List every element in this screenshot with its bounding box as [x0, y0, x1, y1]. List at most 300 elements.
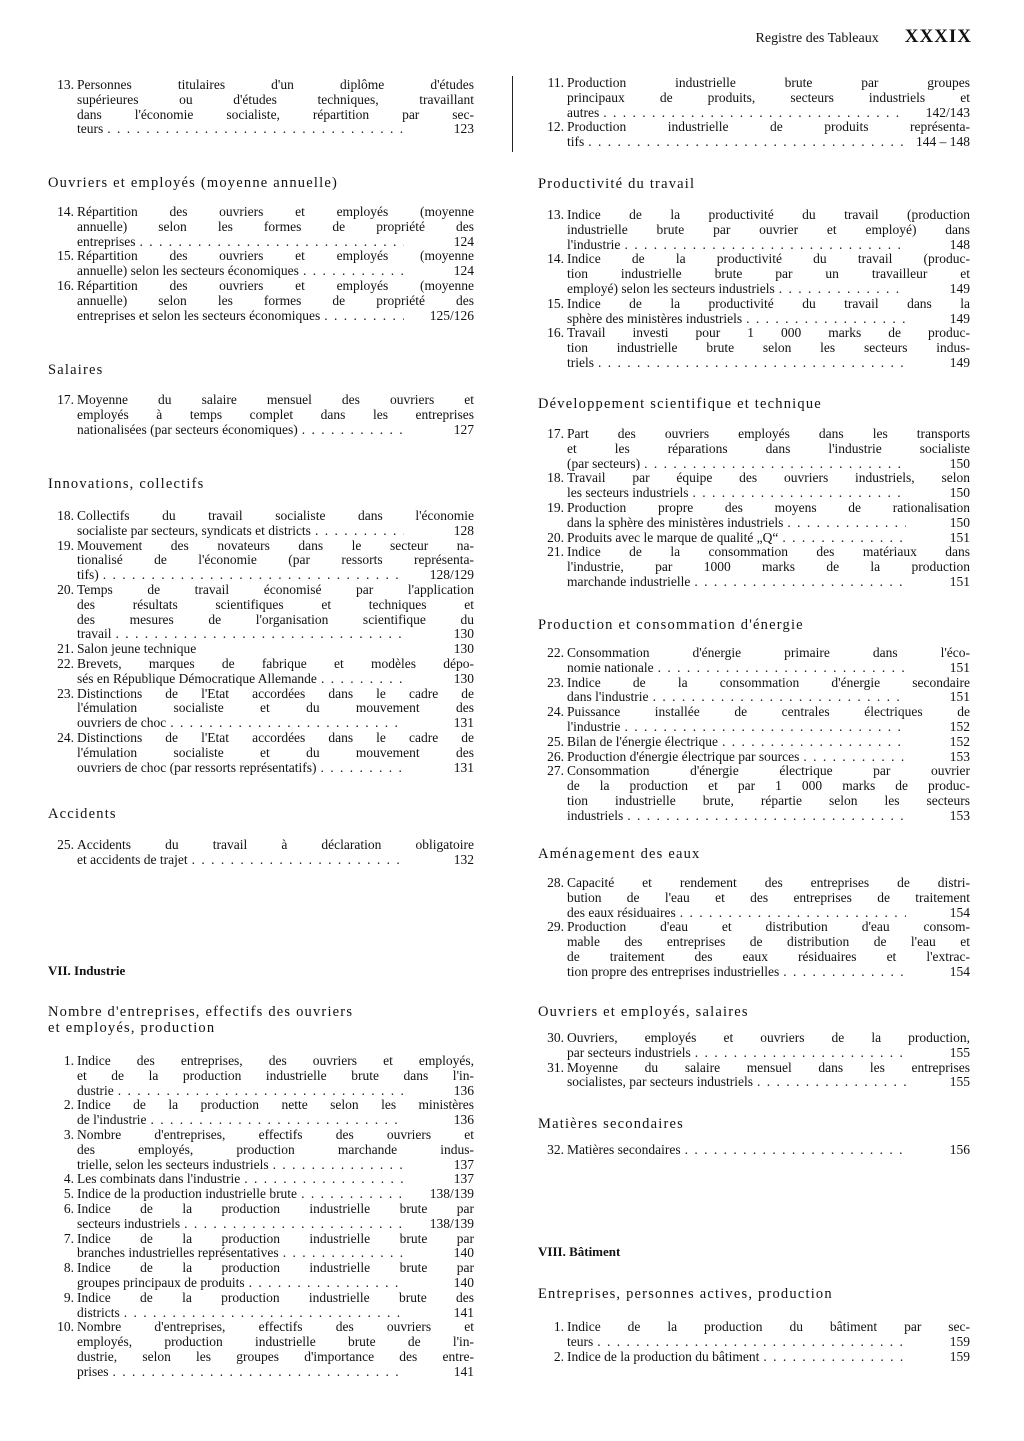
entry-number: 3. — [63, 1126, 74, 1142]
leader-dots — [114, 1084, 404, 1099]
entry-page: 153 — [949, 748, 970, 764]
entry-page: 142/143 — [925, 104, 970, 120]
entry-text — [567, 120, 970, 150]
entry-line: Travail par équipe des ouvriers industriels, selon — [567, 470, 970, 486]
entry-page: 130 — [453, 670, 474, 686]
leader-dots — [718, 735, 906, 750]
entry-number: 21. — [57, 641, 74, 657]
entry-line: employé) selon les secteurs industriels — [567, 280, 775, 296]
entry-number: 13. — [57, 77, 74, 92]
entry-line: industriels — [567, 807, 624, 823]
entry-number: 22. — [547, 645, 564, 660]
entry-line: Salon jeune technique — [77, 641, 197, 657]
entry-list — [538, 76, 970, 150]
page-number: XXXIX — [904, 26, 972, 47]
entry-last-line — [77, 853, 474, 868]
entry-line: sés en République Démocratique Allemande — [77, 670, 317, 686]
entry-text — [77, 1187, 474, 1202]
entry-line: Consommation d'énergie primaire dans l'éco- — [567, 645, 970, 660]
entry-line: tifs) — [77, 567, 99, 583]
entry-line: Indice de la production du bâtiment — [567, 1348, 760, 1364]
entry-line: de la production et par 1 000 marks de produc- — [567, 778, 970, 794]
toc-entry — [48, 1128, 474, 1172]
entry-text — [77, 393, 474, 437]
section-title: Productivité du travail — [538, 176, 696, 192]
entry-text — [77, 1320, 474, 1379]
entry-line: et les réparations dans l'industrie socialiste — [567, 440, 970, 456]
entry-text — [77, 249, 474, 279]
toc-entry — [538, 876, 970, 920]
entry-text — [77, 583, 474, 642]
leader-dots — [640, 457, 906, 472]
entry-line: Production propre des moyens de rationalisation — [567, 499, 970, 515]
entry-number: 8. — [63, 1260, 74, 1276]
leader-dots — [188, 853, 404, 868]
entry-line: Indice de la productivité du travail (production — [567, 207, 970, 222]
entry-line: annuelle) selon les secteurs économiques — [77, 263, 299, 279]
entry-number: 18. — [547, 470, 564, 486]
entry-last-line — [77, 1276, 474, 1291]
entry-line: Production d'eau et distribution d'eau consom- — [567, 919, 970, 935]
entry-number: 24. — [57, 729, 74, 745]
entry-line: entreprises — [77, 233, 136, 249]
entry-line: employés, production industrielle brute de l'in- — [77, 1334, 474, 1350]
entry-number: 21. — [547, 544, 564, 560]
toc-block — [48, 1004, 474, 1380]
entry-page: 137 — [453, 1171, 474, 1187]
entry-number: 18. — [57, 508, 74, 523]
entry-page: 138/139 — [429, 1215, 474, 1231]
entry-last-line — [77, 524, 474, 539]
entry-last-line — [567, 106, 970, 121]
entry-number: 17. — [547, 426, 564, 441]
entry-line: prises — [77, 1363, 109, 1379]
toc-entry — [48, 279, 474, 323]
leader-dots — [799, 750, 906, 765]
entry-line: Production industrielle brute par groupes — [567, 75, 970, 90]
entry-last-line — [567, 1046, 970, 1061]
entry-line: mable des entreprises de distribution de l'eau et — [567, 934, 970, 950]
entry-line: Indice de la production nette selon les ministères — [77, 1097, 474, 1113]
toc-entry — [48, 393, 474, 437]
toc-entry — [538, 646, 970, 676]
entry-text — [77, 687, 474, 731]
entry-text — [77, 1172, 474, 1187]
entry-text — [77, 78, 474, 137]
entry-page: 151 — [949, 689, 970, 705]
leader-dots — [759, 1350, 906, 1365]
entry-line: dans l'industrie — [567, 689, 649, 705]
toc-entry — [48, 205, 474, 249]
toc-block — [538, 1286, 970, 1364]
leader-dots — [103, 122, 404, 137]
entry-page: 151 — [949, 573, 970, 589]
entry-number: 16. — [57, 277, 74, 293]
toc-block — [48, 362, 474, 437]
entry-text — [567, 471, 970, 501]
entry-text — [567, 326, 970, 370]
entry-last-line — [567, 690, 970, 705]
leader-dots — [245, 1276, 404, 1291]
entry-page: 130 — [453, 641, 474, 657]
entry-line: Indice de la production industrielle brute des — [77, 1289, 474, 1305]
entry-last-line — [567, 661, 970, 676]
entry-number: 28. — [547, 875, 564, 890]
entry-text — [77, 1054, 474, 1098]
toc-entry — [538, 705, 970, 735]
leader-dots — [676, 906, 906, 921]
toc-entry — [48, 838, 474, 868]
entry-text — [567, 1320, 970, 1350]
page-header — [500, 26, 972, 48]
entry-number: 1. — [553, 1319, 564, 1334]
entry-page: 136 — [453, 1082, 474, 1098]
toc-entry — [538, 764, 970, 823]
toc-entry — [48, 1098, 474, 1128]
entry-line: Les combinats dans l'industrie — [77, 1171, 241, 1187]
toc-entry — [538, 1143, 970, 1158]
leader-dots — [279, 1246, 404, 1261]
entry-text — [77, 1202, 474, 1232]
entry-line: tion industrielle brute par un travailleur et — [567, 266, 970, 282]
entry-number: 15. — [57, 248, 74, 264]
entry-text — [567, 297, 970, 327]
entry-text — [567, 208, 970, 252]
entry-text — [567, 1061, 970, 1091]
leader-dots — [681, 1143, 906, 1158]
entry-number: 31. — [547, 1059, 564, 1075]
toc-entry — [48, 539, 474, 583]
toc-entry — [48, 1172, 474, 1187]
entry-text — [77, 279, 474, 323]
entry-line: Matières secondaires — [567, 1142, 681, 1157]
entry-line: Répartition des ouvriers et employés (moyenne — [77, 277, 474, 293]
toc-block — [538, 1116, 970, 1158]
entry-line: (par secteurs) — [567, 455, 641, 471]
entry-text — [567, 76, 970, 120]
leader-dots — [99, 568, 404, 583]
entry-line: Indice de la production industrielle brute par — [77, 1260, 474, 1276]
leader-dots — [783, 516, 906, 531]
entry-number: 19. — [547, 499, 564, 515]
entry-line: tion propre des entreprises industrielles — [567, 963, 780, 979]
section-title: Développement scientifique et technique — [538, 396, 822, 412]
entry-number: 6. — [63, 1200, 74, 1216]
entry-number: 22. — [57, 655, 74, 671]
entry-line: entreprises et selon les secteurs économiques — [77, 307, 321, 323]
entry-line: socialiste par secteurs, syndicats et districts — [77, 522, 311, 538]
entry-number: 32. — [547, 1142, 564, 1157]
entry-line: Brevets, marques de fabrique et modèles dépo- — [77, 655, 474, 671]
leader-dots — [320, 309, 404, 324]
leader-dots — [317, 761, 404, 776]
entry-line: Travail investi pour 1 000 marks de produc- — [567, 325, 970, 341]
entry-list — [48, 205, 474, 323]
toc-entry — [538, 120, 970, 150]
entry-number: 20. — [57, 581, 74, 597]
entry-text — [567, 252, 970, 296]
entry-page: 131 — [453, 759, 474, 775]
entry-line: autres — [567, 104, 600, 120]
entry-last-line — [567, 809, 970, 824]
entry-page: 149 — [949, 354, 970, 370]
entry-line: Temps de travail économisé par l'application — [77, 581, 474, 597]
leader-dots — [690, 575, 906, 590]
column-divider — [512, 76, 513, 152]
entry-text — [77, 642, 474, 657]
entry-number: 13. — [547, 207, 564, 222]
entry-number: 7. — [63, 1230, 74, 1246]
entry-line: Collectifs du travail socialiste dans l'économie — [77, 508, 474, 523]
entry-last-line — [567, 312, 970, 327]
toc-entry — [538, 735, 970, 750]
toc-entry — [48, 583, 474, 642]
toc-entry — [48, 1261, 474, 1291]
entry-number: 30. — [547, 1030, 564, 1045]
entry-page: 144 – 148 — [916, 134, 970, 150]
entry-line: des eaux résiduaires — [567, 904, 676, 920]
entry-line: bution de l'eau et des entreprises de traitement — [567, 889, 970, 905]
entry-last-line — [567, 575, 970, 590]
entry-number: 11. — [547, 75, 564, 90]
entry-number: 14. — [57, 204, 74, 219]
entry-last-line — [77, 1365, 474, 1380]
entry-text — [567, 427, 970, 471]
entry-number: 2. — [553, 1348, 564, 1364]
entry-line: marchande industrielle — [567, 573, 691, 589]
entry-line: socialistes, par secteurs industriels — [567, 1074, 753, 1090]
leader-dots — [584, 135, 906, 150]
entry-last-line — [567, 735, 970, 750]
entry-line: des mesures de l'organisation scientifique du — [77, 611, 474, 627]
toc-entry — [538, 676, 970, 706]
entry-line: l'émulation socialiste et du mouvement des — [77, 700, 474, 716]
toc-entry — [538, 750, 970, 765]
entry-line: Personnes titulaires d'un diplôme d'études — [77, 77, 474, 92]
entry-last-line — [567, 486, 970, 501]
toc-block — [48, 806, 474, 868]
leader-dots — [775, 282, 906, 297]
entry-line: Moyenne du salaire mensuel des ouvriers et — [77, 392, 474, 407]
entry-list — [48, 838, 474, 868]
entry-page: 159 — [949, 1348, 970, 1364]
leader-dots — [688, 486, 906, 501]
leader-dots — [742, 312, 906, 327]
section-title: Aménagement des eaux — [538, 846, 701, 862]
entry-list — [538, 1143, 970, 1158]
toc-entry — [48, 249, 474, 279]
leader-dots — [120, 1306, 404, 1321]
entry-text — [77, 838, 474, 868]
entry-line: Part des ouvriers employés dans les transports — [567, 426, 970, 441]
entry-text — [567, 646, 970, 676]
toc-entry — [538, 252, 970, 296]
entry-page: 124 — [453, 263, 474, 279]
entry-last-line — [567, 906, 970, 921]
entry-text — [567, 531, 970, 546]
section-title: Innovations, collectifs — [48, 476, 205, 492]
entry-text — [77, 1128, 474, 1172]
entry-page: 149 — [949, 310, 970, 326]
leader-dots — [135, 235, 404, 250]
entry-line: principaux de produits, secteurs industriels et — [567, 89, 970, 105]
entry-last-line — [77, 1217, 474, 1232]
toc-entry — [48, 78, 474, 137]
entry-line: triels — [567, 354, 594, 370]
entry-number: 23. — [57, 685, 74, 701]
entry-line: dustrie, selon les groupes d'importance des entre- — [77, 1348, 474, 1364]
leader-dots — [269, 1158, 404, 1173]
entry-page: 155 — [949, 1074, 970, 1090]
entry-number: 23. — [547, 674, 564, 690]
entry-page: 153 — [949, 807, 970, 823]
entry-last-line — [77, 716, 474, 731]
entry-line: Production d'énergie électrique par sources — [567, 748, 800, 764]
entry-number: 25. — [57, 837, 74, 852]
entry-list — [538, 1031, 970, 1090]
entry-list — [48, 393, 474, 437]
entry-line: nationalisées (par secteurs économiques) — [77, 421, 298, 437]
entry-number: 25. — [547, 733, 564, 749]
entry-text — [77, 1261, 474, 1291]
entry-page: 132 — [453, 851, 474, 867]
entry-number: 14. — [547, 251, 564, 267]
toc-entry — [538, 326, 970, 370]
toc-entry — [538, 427, 970, 471]
entry-last-line — [567, 457, 970, 472]
entry-page: 125/126 — [429, 307, 474, 323]
entry-line: Indice de la production industrielle brute — [77, 1186, 298, 1202]
entry-text — [567, 750, 970, 765]
leader-dots — [599, 106, 906, 121]
entry-line: branches industrielles représentatives — [77, 1245, 279, 1261]
entry-line: Accidents du travail à déclaration obligatoire — [77, 837, 474, 852]
toc-entry — [538, 1031, 970, 1061]
leader-dots — [620, 238, 906, 253]
entry-line: l'industrie — [567, 236, 621, 252]
entry-page: 156 — [949, 1142, 970, 1157]
entry-number: 9. — [63, 1289, 74, 1305]
entry-page: 131 — [453, 715, 474, 731]
entry-text — [567, 1143, 970, 1158]
entry-text — [567, 705, 970, 735]
entry-page: 150 — [949, 455, 970, 471]
entry-line: travail — [77, 626, 112, 642]
entry-last-line — [77, 672, 474, 687]
entry-line: Indice de la production du bâtiment par sec- — [567, 1319, 970, 1334]
entry-page: 136 — [453, 1112, 474, 1128]
entry-line: Nombre d'entreprises, effectifs des ouvriers et — [77, 1319, 474, 1335]
entry-number: 12. — [547, 119, 564, 135]
entry-text — [77, 539, 474, 583]
entry-number: 1. — [63, 1053, 74, 1068]
entry-line: Mouvement des novateurs dans le secteur na- — [77, 537, 474, 553]
entry-last-line — [77, 235, 474, 250]
entry-text — [567, 1350, 970, 1365]
leader-dots — [311, 524, 404, 539]
leader-dots — [779, 965, 906, 980]
toc-block — [48, 476, 474, 775]
entry-line: groupes principaux de produits — [77, 1274, 245, 1290]
entry-last-line — [567, 516, 970, 531]
entry-list — [48, 78, 474, 137]
toc-block — [538, 846, 970, 980]
entry-line: Ouvriers, employés et ouvriers de la production, — [567, 1030, 970, 1045]
entry-last-line — [567, 282, 970, 297]
entry-line: Capacité et rendement des entreprises de distri- — [567, 875, 970, 890]
entry-last-line — [567, 1350, 970, 1365]
leader-dots — [166, 716, 404, 731]
section-title: Entreprises, personnes actives, production — [538, 1286, 833, 1302]
entry-last-line — [567, 750, 970, 765]
entry-page: 159 — [949, 1333, 970, 1349]
entry-line: teurs — [567, 1333, 594, 1349]
entry-list — [48, 1054, 474, 1380]
entry-last-line — [567, 1075, 970, 1090]
entry-last-line — [77, 1187, 474, 1202]
toc-entry — [48, 642, 474, 657]
entry-page: 130 — [453, 626, 474, 642]
entry-text — [77, 205, 474, 249]
entry-line: ouvriers de choc — [77, 715, 167, 731]
entry-line: Répartition des ouvriers et employés (moyenne — [77, 248, 474, 264]
entry-text — [567, 501, 970, 531]
leader-dots — [111, 627, 404, 642]
toc-entry — [48, 1232, 474, 1262]
toc-entry — [538, 545, 970, 589]
leader-dots — [180, 1217, 404, 1232]
entry-text — [567, 1031, 970, 1061]
toc-entry — [538, 208, 970, 252]
toc-entry — [48, 1291, 474, 1321]
toc-entry — [538, 920, 970, 979]
toc-block — [538, 396, 970, 590]
entry-line: annuelle) selon les formes de propriété des — [77, 218, 474, 234]
toc-entry — [538, 76, 970, 120]
entry-page: 140 — [453, 1274, 474, 1290]
entry-text — [77, 657, 474, 687]
leader-dots — [623, 809, 906, 824]
entry-line: Indice de la production industrielle brute par — [77, 1230, 474, 1246]
entry-page: 138/139 — [429, 1186, 474, 1202]
entry-line: Produits avec le marque de qualité „Q“ — [567, 529, 779, 545]
entry-text — [567, 545, 970, 589]
entry-line: Indice de la consommation des matériaux dans — [567, 544, 970, 560]
entry-number: 29. — [547, 919, 564, 935]
entry-page: 154 — [949, 963, 970, 979]
entry-line: dustrie — [77, 1082, 114, 1098]
toc-entry — [538, 1320, 970, 1350]
toc-block — [48, 175, 474, 323]
entry-line: Bilan de l'énergie électrique — [567, 733, 718, 749]
toc-entry — [538, 501, 970, 531]
section-title: Accidents — [48, 806, 117, 822]
entry-last-line — [77, 423, 474, 438]
entry-text — [77, 1291, 474, 1321]
entry-text — [77, 1098, 474, 1128]
entry-last-line — [77, 761, 474, 776]
entry-last-line — [77, 1246, 474, 1261]
leader-dots — [109, 1365, 405, 1380]
leader-dots — [691, 1046, 906, 1061]
entry-line: supérieures ou d'études techniques, travaillant — [77, 91, 474, 107]
leader-dots — [753, 1075, 906, 1090]
entry-text — [567, 920, 970, 979]
entry-list — [538, 427, 970, 590]
toc-entry — [48, 1187, 474, 1202]
entry-number: 17. — [57, 392, 74, 407]
entry-line: Indice de la productivité du travail (produc- — [567, 251, 970, 267]
